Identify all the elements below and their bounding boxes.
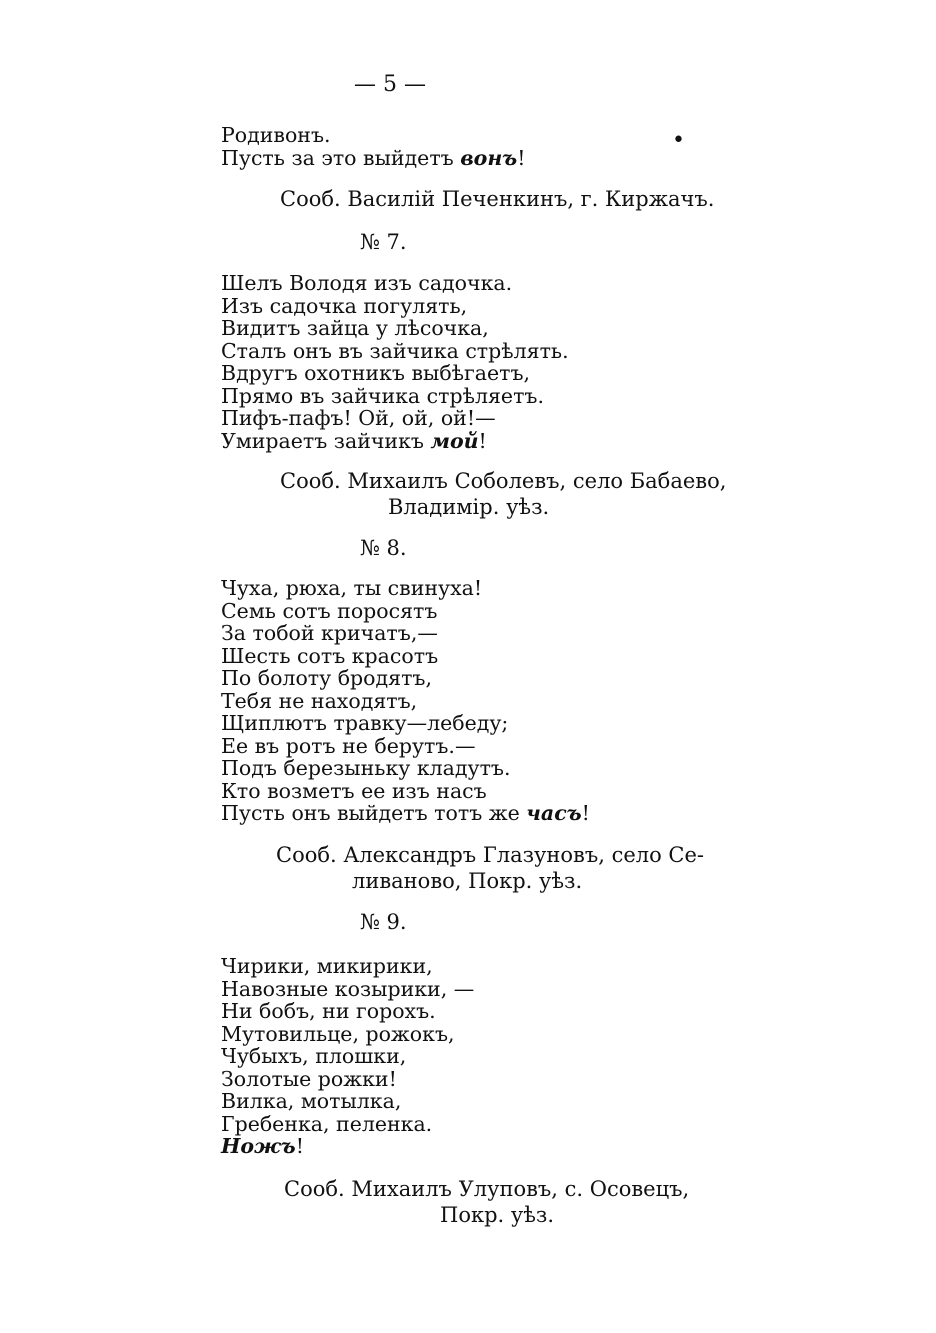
poem-7 xyxy=(221,272,569,452)
poem-6-ending xyxy=(221,124,525,169)
poem-9-number: № 9. xyxy=(360,910,407,934)
page-number: — 5 — xyxy=(354,72,426,97)
poem-line: Вилка, мотылка, xyxy=(221,1089,402,1113)
credit-7 xyxy=(280,468,726,520)
poem-line: Чуха, рюха, ты свинуха! xyxy=(221,576,483,600)
poem-line: Тебя не находятъ, xyxy=(221,688,418,713)
italic-word: часъ xyxy=(526,801,582,825)
credit-line: Сооб. Василій Печенкинъ, г. Киржачъ. xyxy=(280,187,715,211)
poem-line: Навозные козырики, — xyxy=(221,976,475,1001)
poem-line: Подъ березыньку кладутъ. xyxy=(221,756,511,780)
poem-line: Вдругъ охотникъ выбѣгаетъ, xyxy=(221,361,531,385)
end-punct: ! xyxy=(478,428,487,453)
poem-line-text: Умираетъ зайчикъ xyxy=(221,428,431,453)
credit-line: ливаново, Покр. уѣз. xyxy=(352,869,583,893)
stray-mark: • xyxy=(672,128,685,153)
italic-word: вонъ xyxy=(460,145,518,170)
poem-9 xyxy=(221,955,474,1158)
italic-word: Ножъ xyxy=(221,1134,296,1158)
poem-line: Ни бобъ, ни горохъ. xyxy=(221,999,436,1023)
poem-line: Видитъ зайца у лѣсочка, xyxy=(221,316,489,340)
credit-line: Сооб. Александръ Глазуновъ, село Се- xyxy=(276,843,705,867)
credit-8 xyxy=(276,842,704,894)
poem-line: Шесть сотъ красотъ xyxy=(221,643,439,668)
poem-line: За тобой кричатъ,— xyxy=(221,621,438,645)
poem-line xyxy=(221,430,569,453)
poem-line: Мутовильце, рожокъ, xyxy=(221,1021,455,1046)
credit-line: Владимір. уѣз. xyxy=(388,495,550,519)
poem-line: Золотые рожки! xyxy=(221,1066,397,1091)
poem-8-number: № 8. xyxy=(360,536,407,560)
poem-7-number: № 7. xyxy=(360,230,407,254)
poem-line: Родивонъ. xyxy=(221,123,331,147)
poem-line: Шелъ Володя изъ садочка. xyxy=(221,271,513,295)
end-punct: ! xyxy=(295,1134,304,1158)
credit-line: Сооб. Михаилъ Соболевъ, село Бабаево, xyxy=(280,469,727,493)
poem-line: Прямо въ зайчика стрѣляетъ. xyxy=(221,383,544,408)
credit-9 xyxy=(284,1176,689,1228)
poem-line xyxy=(221,147,525,170)
poem-line: Гребенка, пеленка. xyxy=(221,1111,433,1136)
poem-line: Пифъ-пафъ! Ой, ой, ой!— xyxy=(221,406,496,430)
end-punct: ! xyxy=(517,145,526,170)
poem-8 xyxy=(221,577,590,825)
poem-line: Семь сотъ поросятъ xyxy=(221,598,438,623)
poem-line-text: Пусть за это выйдетъ xyxy=(221,145,461,170)
poem-line: Кто возметъ ее изъ насъ xyxy=(221,778,487,803)
credit-6 xyxy=(280,186,714,212)
credit-line: Покр. уѣз. xyxy=(440,1203,555,1227)
credit-line: Сооб. Михаилъ Улуповъ, с. Осовецъ, xyxy=(284,1177,690,1201)
poem-line: Сталъ онъ въ зайчика стрѣлять. xyxy=(221,338,569,363)
poem-line: Ее въ ротъ не берутъ.— xyxy=(221,733,476,758)
poem-line xyxy=(221,1135,474,1158)
poem-line: По болоту бродятъ, xyxy=(221,666,432,690)
poem-line: Чирики, микирики, xyxy=(221,954,433,978)
poem-line-text: Пусть онъ выйдетъ тотъ же xyxy=(221,801,527,825)
poem-line: Изъ садочка погулять, xyxy=(221,293,468,318)
poem-line: Щиплютъ травку—лебеду; xyxy=(221,711,509,735)
end-punct: ! xyxy=(581,801,590,825)
italic-word: мой xyxy=(430,428,479,453)
poem-line: Чубыхъ, плошки, xyxy=(221,1044,407,1068)
poem-line xyxy=(221,802,590,825)
